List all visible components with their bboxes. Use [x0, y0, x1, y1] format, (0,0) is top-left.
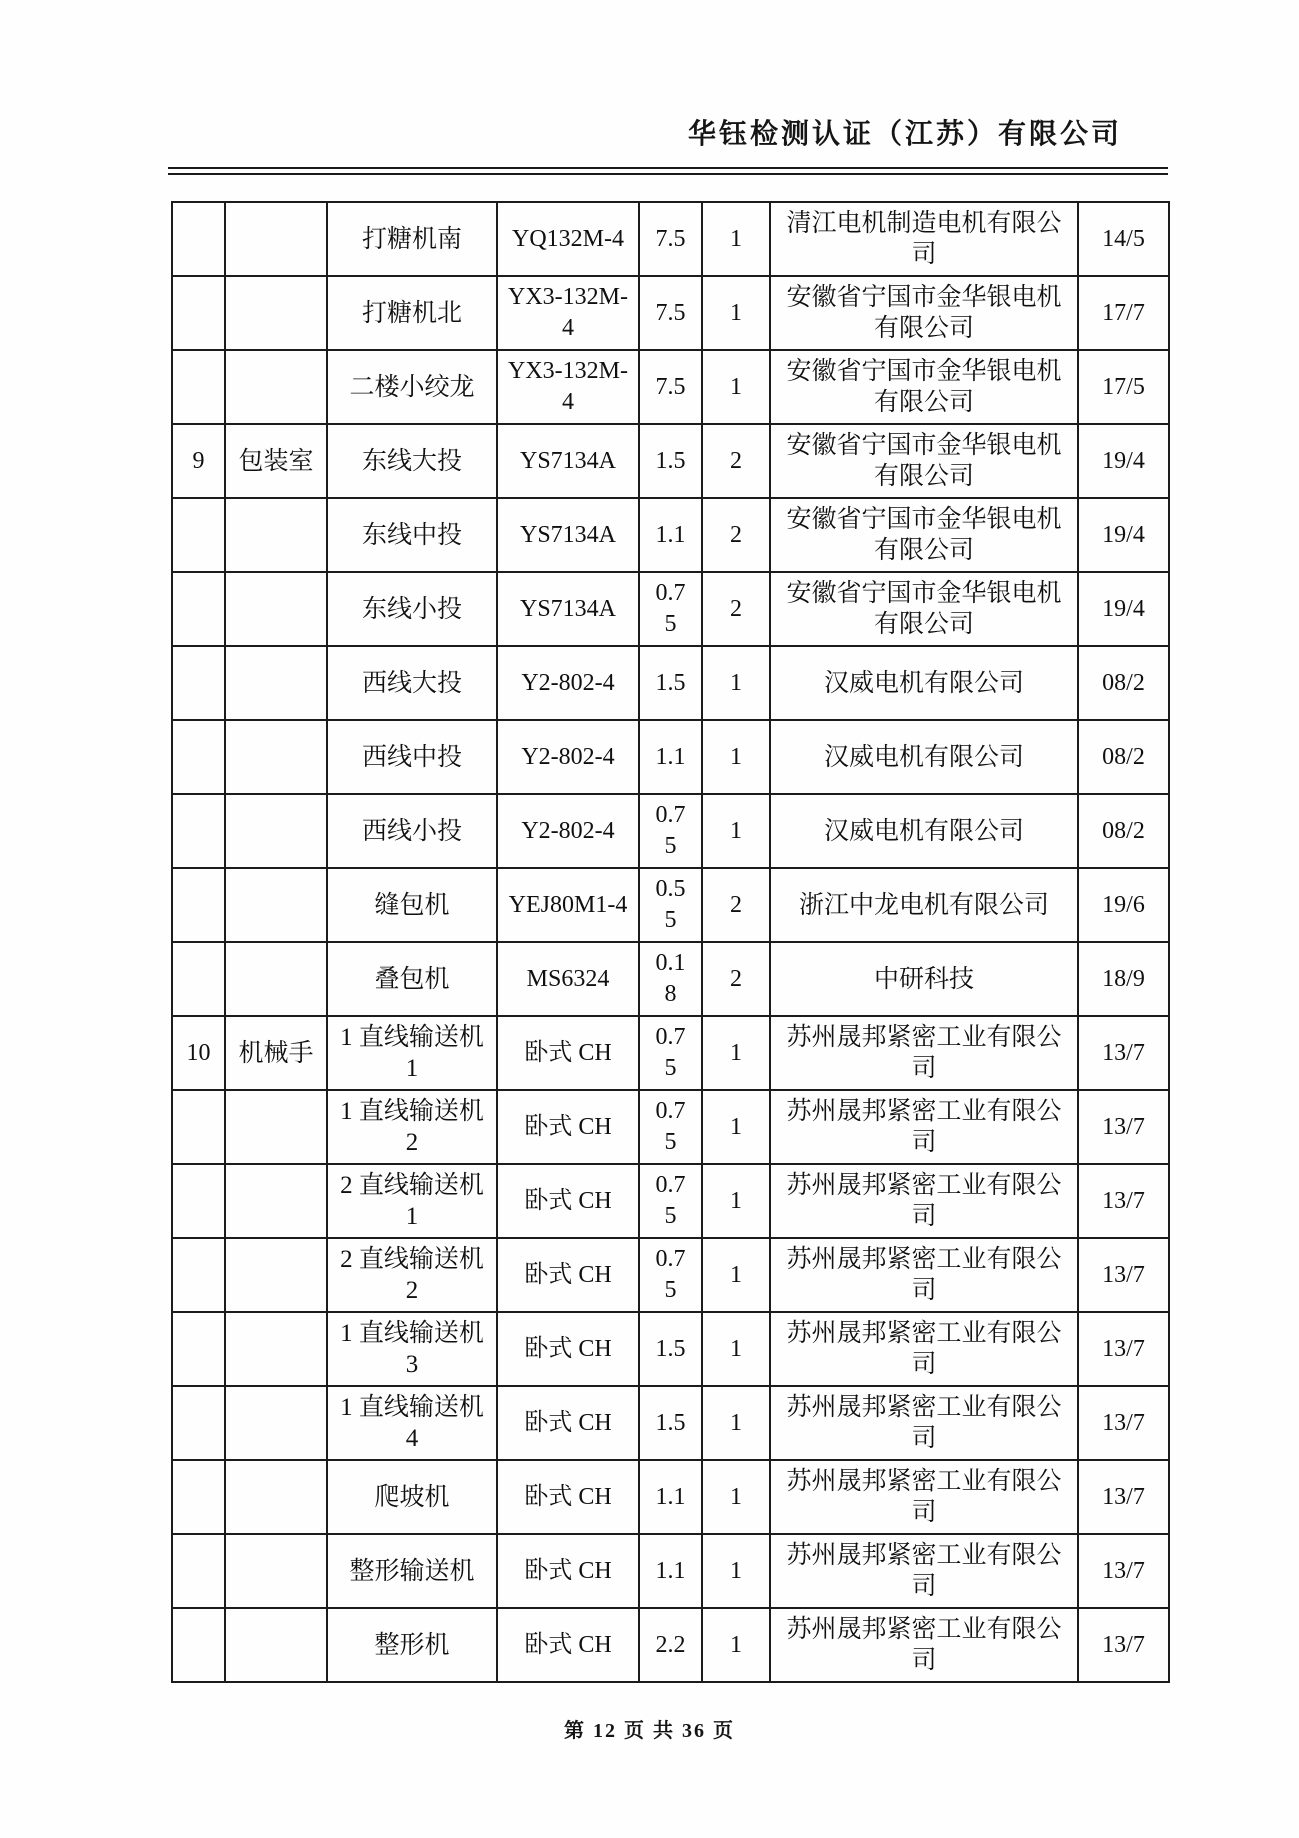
cell-power: 1.1: [639, 498, 702, 572]
cell-name: 东线小投: [327, 572, 497, 646]
cell-maker: 清江电机制造电机有限公司: [770, 202, 1078, 276]
cell-name: 叠包机: [327, 942, 497, 1016]
cell-model: 卧式 CH: [497, 1608, 639, 1682]
table-row: [172, 202, 1169, 276]
cell-name: 西线小投: [327, 794, 497, 868]
cell-seq: 10: [172, 1016, 225, 1090]
cell-maker: 苏州晟邦紧密工业有限公司: [770, 1460, 1078, 1534]
cell-power: 0.75: [639, 1016, 702, 1090]
cell-name: 西线中投: [327, 720, 497, 794]
cell-date: 13/7: [1078, 1386, 1169, 1460]
cell-model: YS7134A: [497, 572, 639, 646]
cell-maker: 苏州晟邦紧密工业有限公司: [770, 1386, 1078, 1460]
header-double-rule: [168, 167, 1168, 175]
cell-name: 西线大投: [327, 646, 497, 720]
cell-model: 卧式 CH: [497, 1164, 639, 1238]
cell-date: 18/9: [1078, 942, 1169, 1016]
cell-model: MS6324: [497, 942, 639, 1016]
cell-qty: 1: [702, 1460, 770, 1534]
cell-model: Y2-802-4: [497, 646, 639, 720]
cell-name: 1 直线输送机 3: [327, 1312, 497, 1386]
cell-maker: 安徽省宁国市金华银电机有限公司: [770, 350, 1078, 424]
cell-date: 13/7: [1078, 1460, 1169, 1534]
cell-power: 1.5: [639, 1386, 702, 1460]
cell-maker: 安徽省宁国市金华银电机有限公司: [770, 276, 1078, 350]
cell-name: 整形机: [327, 1608, 497, 1682]
table-row: [172, 1016, 1169, 1090]
cell-maker: 汉威电机有限公司: [770, 794, 1078, 868]
cell-model: YX3-132M-4: [497, 350, 639, 424]
cell-seq: [172, 868, 225, 942]
cell-power: 0.75: [639, 1164, 702, 1238]
cell-maker: 苏州晟邦紧密工业有限公司: [770, 1164, 1078, 1238]
cell-dept: [225, 572, 327, 646]
cell-qty: 1: [702, 794, 770, 868]
cell-dept: [225, 1608, 327, 1682]
cell-power: 7.5: [639, 202, 702, 276]
cell-seq: [172, 572, 225, 646]
cell-model: 卧式 CH: [497, 1016, 639, 1090]
cell-model: 卧式 CH: [497, 1460, 639, 1534]
cell-model: YEJ80M1-4: [497, 868, 639, 942]
cell-name: 二楼小绞龙: [327, 350, 497, 424]
table-row: [172, 276, 1169, 350]
cell-seq: [172, 202, 225, 276]
cell-seq: [172, 794, 225, 868]
cell-seq: [172, 1386, 225, 1460]
cell-dept: 包装室: [225, 424, 327, 498]
cell-dept: [225, 1238, 327, 1312]
cell-maker: 汉威电机有限公司: [770, 720, 1078, 794]
cell-power: 0.18: [639, 942, 702, 1016]
cell-model: YS7134A: [497, 498, 639, 572]
cell-qty: 2: [702, 572, 770, 646]
cell-date: 13/7: [1078, 1312, 1169, 1386]
cell-dept: [225, 498, 327, 572]
cell-seq: [172, 276, 225, 350]
cell-seq: [172, 1608, 225, 1682]
cell-date: 13/7: [1078, 1608, 1169, 1682]
cell-qty: 2: [702, 498, 770, 572]
cell-power: 0.75: [639, 1238, 702, 1312]
cell-date: 13/7: [1078, 1534, 1169, 1608]
cell-power: 1.1: [639, 1534, 702, 1608]
cell-date: 19/4: [1078, 498, 1169, 572]
cell-name: 整形输送机: [327, 1534, 497, 1608]
cell-power: 1.1: [639, 720, 702, 794]
cell-qty: 1: [702, 1312, 770, 1386]
cell-maker: 汉威电机有限公司: [770, 646, 1078, 720]
cell-qty: 1: [702, 276, 770, 350]
cell-dept: [225, 794, 327, 868]
cell-power: 1.5: [639, 424, 702, 498]
cell-name: 2 直线输送机 1: [327, 1164, 497, 1238]
table-row: [172, 424, 1169, 498]
cell-name: 东线大投: [327, 424, 497, 498]
cell-seq: [172, 1238, 225, 1312]
cell-dept: [225, 868, 327, 942]
cell-power: 1.1: [639, 1460, 702, 1534]
cell-seq: [172, 1090, 225, 1164]
table-row: [172, 720, 1169, 794]
cell-qty: 1: [702, 202, 770, 276]
cell-name: 1 直线输送机 2: [327, 1090, 497, 1164]
table-row: [172, 646, 1169, 720]
cell-maker: 苏州晟邦紧密工业有限公司: [770, 1090, 1078, 1164]
cell-date: 13/7: [1078, 1238, 1169, 1312]
cell-maker: 苏州晟邦紧密工业有限公司: [770, 1534, 1078, 1608]
cell-dept: [225, 1386, 327, 1460]
cell-dept: [225, 1534, 327, 1608]
table-row: [172, 1534, 1169, 1608]
page-header-company-name: 华钰检测认证（江苏）有限公司: [687, 119, 1122, 150]
cell-seq: [172, 350, 225, 424]
cell-power: 1.5: [639, 1312, 702, 1386]
cell-date: 14/5: [1078, 202, 1169, 276]
cell-qty: 1: [702, 1534, 770, 1608]
cell-model: YX3-132M-4: [497, 276, 639, 350]
equipment-table-body: [172, 202, 1169, 1682]
cell-power: 0.75: [639, 794, 702, 868]
cell-dept: [225, 720, 327, 794]
cell-name: 打糖机南: [327, 202, 497, 276]
cell-seq: [172, 498, 225, 572]
cell-seq: [172, 646, 225, 720]
cell-dept: [225, 1312, 327, 1386]
cell-date: 13/7: [1078, 1016, 1169, 1090]
cell-maker: 浙江中龙电机有限公司: [770, 868, 1078, 942]
cell-date: 08/2: [1078, 720, 1169, 794]
cell-name: 1 直线输送机 4: [327, 1386, 497, 1460]
cell-model: 卧式 CH: [497, 1238, 639, 1312]
cell-power: 7.5: [639, 350, 702, 424]
cell-dept: [225, 350, 327, 424]
cell-date: 19/4: [1078, 572, 1169, 646]
cell-qty: 1: [702, 1608, 770, 1682]
cell-seq: [172, 1312, 225, 1386]
cell-power: 7.5: [639, 276, 702, 350]
cell-date: 19/4: [1078, 424, 1169, 498]
cell-model: YS7134A: [497, 424, 639, 498]
cell-qty: 2: [702, 868, 770, 942]
table-row: [172, 572, 1169, 646]
cell-qty: 1: [702, 350, 770, 424]
cell-date: 08/2: [1078, 794, 1169, 868]
cell-maker: 安徽省宁国市金华银电机有限公司: [770, 498, 1078, 572]
cell-name: 2 直线输送机 2: [327, 1238, 497, 1312]
table-row: [172, 868, 1169, 942]
cell-dept: [225, 646, 327, 720]
cell-date: 13/7: [1078, 1164, 1169, 1238]
cell-seq: [172, 720, 225, 794]
table-row: [172, 498, 1169, 572]
cell-maker: 苏州晟邦紧密工业有限公司: [770, 1238, 1078, 1312]
table-row: [172, 1090, 1169, 1164]
cell-model: 卧式 CH: [497, 1090, 639, 1164]
cell-dept: [225, 202, 327, 276]
cell-dept: [225, 1460, 327, 1534]
cell-dept: [225, 1090, 327, 1164]
cell-model: 卧式 CH: [497, 1534, 639, 1608]
cell-date: 17/7: [1078, 276, 1169, 350]
cell-model: 卧式 CH: [497, 1312, 639, 1386]
cell-seq: [172, 1534, 225, 1608]
cell-maker: 苏州晟邦紧密工业有限公司: [770, 1312, 1078, 1386]
cell-dept: [225, 276, 327, 350]
cell-qty: 2: [702, 424, 770, 498]
cell-name: 打糖机北: [327, 276, 497, 350]
cell-date: 17/5: [1078, 350, 1169, 424]
table-row: [172, 1386, 1169, 1460]
cell-qty: 1: [702, 720, 770, 794]
cell-maker: 苏州晟邦紧密工业有限公司: [770, 1016, 1078, 1090]
cell-maker: 苏州晟邦紧密工业有限公司: [770, 1608, 1078, 1682]
cell-power: 1.5: [639, 646, 702, 720]
cell-name: 东线中投: [327, 498, 497, 572]
cell-date: 08/2: [1078, 646, 1169, 720]
cell-seq: [172, 1460, 225, 1534]
cell-dept: 机械手: [225, 1016, 327, 1090]
cell-maker: 中研科技: [770, 942, 1078, 1016]
cell-date: 19/6: [1078, 868, 1169, 942]
table-row: [172, 1608, 1169, 1682]
cell-qty: 2: [702, 942, 770, 1016]
cell-model: YQ132M-4: [497, 202, 639, 276]
cell-qty: 1: [702, 1386, 770, 1460]
cell-power: 0.55: [639, 868, 702, 942]
cell-power: 2.2: [639, 1608, 702, 1682]
cell-power: 0.75: [639, 1090, 702, 1164]
cell-model: Y2-802-4: [497, 794, 639, 868]
cell-name: 缝包机: [327, 868, 497, 942]
cell-name: 1 直线输送机 1: [327, 1016, 497, 1090]
table-row: [172, 942, 1169, 1016]
cell-maker: 安徽省宁国市金华银电机有限公司: [770, 424, 1078, 498]
table-row: [172, 794, 1169, 868]
cell-qty: 1: [702, 1016, 770, 1090]
cell-qty: 1: [702, 1090, 770, 1164]
cell-model: 卧式 CH: [497, 1386, 639, 1460]
cell-qty: 1: [702, 1164, 770, 1238]
table-row: [172, 1164, 1169, 1238]
page-number-label: 第 12 页 共 36 页: [564, 1720, 735, 1742]
table-row: [172, 1312, 1169, 1386]
cell-name: 爬坡机: [327, 1460, 497, 1534]
cell-dept: [225, 1164, 327, 1238]
cell-maker: 安徽省宁国市金华银电机有限公司: [770, 572, 1078, 646]
cell-dept: [225, 942, 327, 1016]
cell-power: 0.75: [639, 572, 702, 646]
cell-qty: 1: [702, 1238, 770, 1312]
table-row: [172, 350, 1169, 424]
cell-qty: 1: [702, 646, 770, 720]
cell-seq: [172, 1164, 225, 1238]
equipment-table: [171, 201, 1170, 1683]
table-row: [172, 1238, 1169, 1312]
table-row: [172, 1460, 1169, 1534]
cell-seq: 9: [172, 424, 225, 498]
cell-date: 13/7: [1078, 1090, 1169, 1164]
cell-seq: [172, 942, 225, 1016]
cell-model: Y2-802-4: [497, 720, 639, 794]
